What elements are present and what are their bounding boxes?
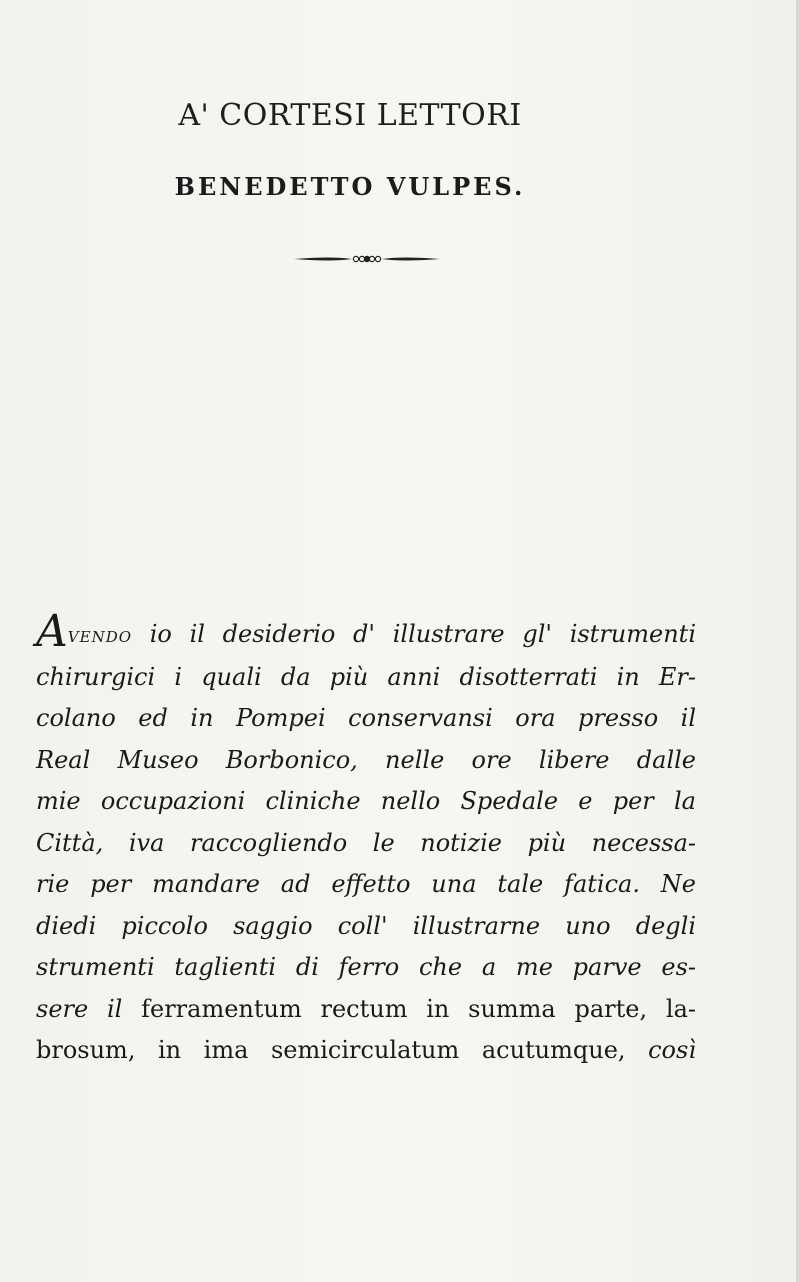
text-line: rie per mandare ad effetto una tale fatica. Ne	[36, 870, 696, 898]
body-paragraph	[36, 606, 696, 1072]
text-line	[36, 989, 696, 1031]
text-line: Città, iva raccogliendo le notizie più necessa-	[36, 828, 696, 857]
page-edge	[796, 0, 800, 1282]
text-line: mie occupazioni cliniche nello Spedale e per la	[36, 787, 696, 815]
text-segment: così	[648, 1036, 696, 1064]
text-line: diedi piccolo saggio coll' illustrarne uno degli	[36, 911, 696, 940]
text-line: chirurgici i quali da più anni disotterrati in Er-	[36, 662, 696, 691]
page-title: A' CORTESI LETTORI	[178, 98, 522, 133]
text-line	[36, 606, 696, 657]
text-line	[36, 1030, 696, 1072]
text-line: colano ed in Pompei conservansi ora presso il	[36, 704, 696, 732]
text-segment: io il desiderio d' illustrare gl' istrumenti	[149, 620, 696, 648]
text-segment: sere il	[36, 994, 123, 1023]
text-line: strumenti taglienti di ferro che a me parve es-	[36, 953, 696, 981]
text-segment-roman: brosum, in ima semicirculatum acutumque,	[36, 1036, 626, 1064]
ornament-rule-icon	[292, 252, 442, 266]
text-line: Real Museo Borbonico, nelle ore libere dalle	[36, 745, 696, 774]
author-name: BENEDETTO VULPES.	[174, 172, 526, 201]
text-segment-roman: ferramentum rectum in summa parte, la-	[141, 994, 696, 1023]
drop-cap: A	[36, 606, 68, 657]
small-caps-word: vendo	[67, 623, 133, 648]
